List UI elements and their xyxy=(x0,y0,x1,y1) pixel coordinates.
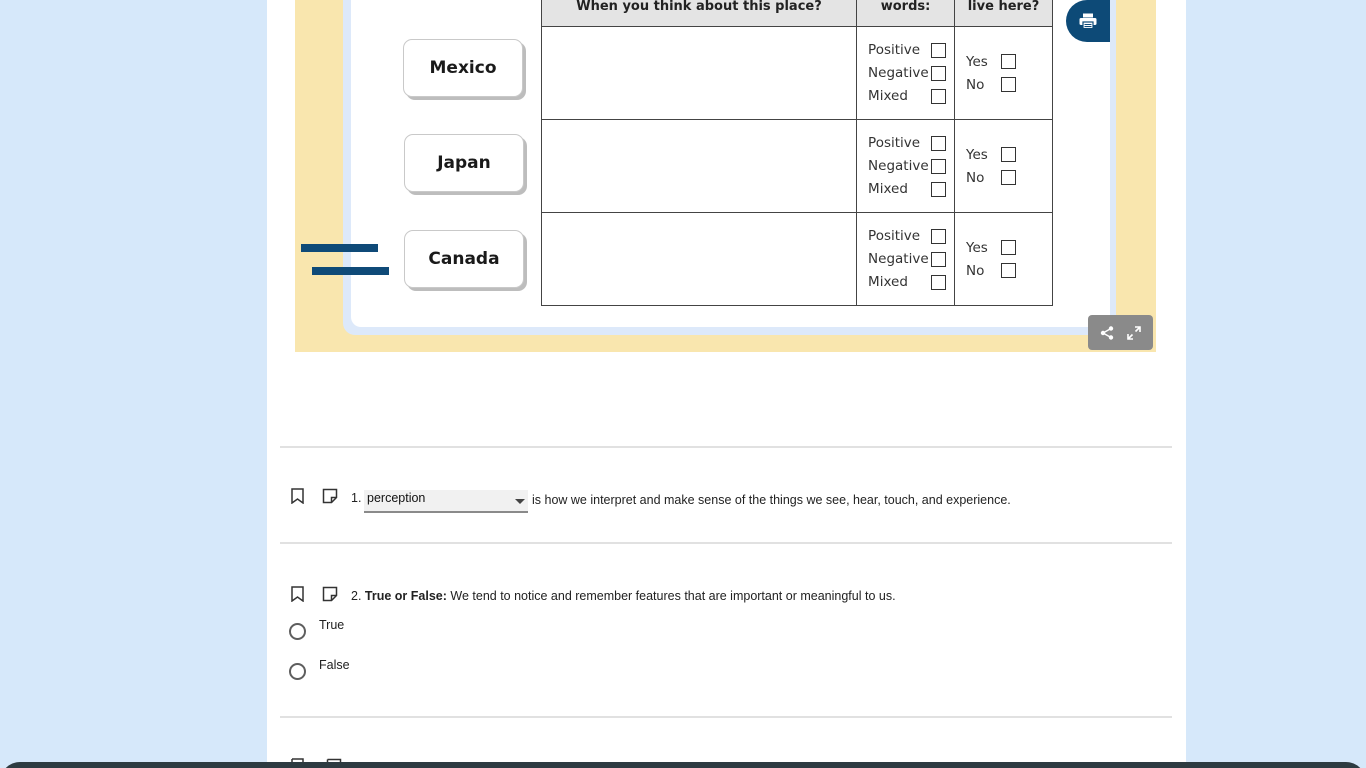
checkbox xyxy=(931,89,946,104)
checkbox xyxy=(1001,263,1016,278)
response-cell xyxy=(542,120,857,213)
feeling-cell xyxy=(857,213,955,306)
checkbox xyxy=(1001,147,1016,162)
checkbox xyxy=(931,182,946,197)
question-2-text: We tend to notice and remember features that are important or meaningful to us. xyxy=(450,589,896,603)
option-positive: Positive xyxy=(868,228,921,244)
feeling-cell xyxy=(857,120,955,213)
header-live: live here? xyxy=(955,0,1053,27)
answer-dropdown[interactable] xyxy=(364,490,528,513)
question-1-tools xyxy=(291,488,338,504)
decor-line-top xyxy=(301,244,378,252)
fullscreen-icon[interactable] xyxy=(1127,326,1141,340)
table-header-row xyxy=(542,0,1053,27)
checkbox xyxy=(1001,240,1016,255)
place-japan: Japan xyxy=(404,134,524,192)
option-mixed: Mixed xyxy=(868,274,908,290)
place-mexico: Mexico xyxy=(403,39,523,97)
option-label: False xyxy=(319,658,350,672)
answer-selected-value: perception xyxy=(367,491,426,505)
table-row xyxy=(542,27,1053,120)
header-words: words: xyxy=(857,0,955,27)
share-icon[interactable] xyxy=(1100,326,1114,340)
option-yes: Yes xyxy=(966,53,988,70)
table-row xyxy=(542,213,1053,306)
radio-button[interactable] xyxy=(289,623,306,640)
question-1-text: is how we interpret and make sense of the things we see, hear, touch, and experience. xyxy=(532,493,1011,507)
live-cell xyxy=(955,27,1053,120)
divider xyxy=(280,446,1172,448)
checkbox xyxy=(1001,77,1016,92)
decor-line-bottom xyxy=(312,267,389,275)
worksheet-table xyxy=(541,0,1053,306)
question-2-prefix: True or False: xyxy=(364,589,447,603)
checkbox xyxy=(1001,54,1016,69)
option-no: No xyxy=(966,76,985,93)
live-cell xyxy=(955,213,1053,306)
note-icon[interactable] xyxy=(322,586,338,602)
caret-down-icon xyxy=(515,499,525,504)
live-cell xyxy=(955,120,1053,213)
checkbox xyxy=(931,275,946,290)
bookmark-icon[interactable] xyxy=(291,488,304,504)
place-canada: Canada xyxy=(404,230,524,288)
option-mixed: Mixed xyxy=(868,88,908,104)
checkbox xyxy=(931,66,946,81)
option-label: True xyxy=(319,618,345,632)
option-mixed: Mixed xyxy=(868,181,908,197)
checkbox xyxy=(931,229,946,244)
option-yes: Yes xyxy=(966,239,988,256)
option-no: No xyxy=(966,169,985,186)
bottom-toolbar xyxy=(0,762,1366,768)
note-icon[interactable] xyxy=(322,488,338,504)
divider xyxy=(280,716,1172,718)
option-yes: Yes xyxy=(966,146,988,163)
print-button[interactable] xyxy=(1066,0,1110,42)
question-2-number: 2. xyxy=(351,589,362,603)
option-positive: Positive xyxy=(868,42,921,58)
option-negative: Negative xyxy=(868,158,929,174)
question-2-tools xyxy=(291,586,338,602)
feeling-cell xyxy=(857,27,955,120)
printer-icon xyxy=(1079,13,1097,29)
radio-button[interactable] xyxy=(289,663,306,680)
question-2-text-line xyxy=(351,589,896,603)
option-false[interactable] xyxy=(289,658,350,680)
option-positive: Positive xyxy=(868,135,921,151)
option-true[interactable] xyxy=(289,618,344,640)
question-1-number: 1. xyxy=(351,491,362,505)
checkbox xyxy=(1001,170,1016,185)
checkbox xyxy=(931,252,946,267)
divider xyxy=(280,542,1172,544)
option-negative: Negative xyxy=(868,65,929,81)
checkbox xyxy=(931,43,946,58)
image-toolbar xyxy=(1088,315,1153,350)
bookmark-icon[interactable] xyxy=(291,586,304,602)
option-no: No xyxy=(966,262,985,279)
table-row xyxy=(542,120,1053,213)
option-negative: Negative xyxy=(868,251,929,267)
response-cell xyxy=(542,27,857,120)
checkbox xyxy=(931,136,946,151)
header-think: When you think about this place? xyxy=(542,0,857,27)
response-cell xyxy=(542,213,857,306)
checkbox xyxy=(931,159,946,174)
